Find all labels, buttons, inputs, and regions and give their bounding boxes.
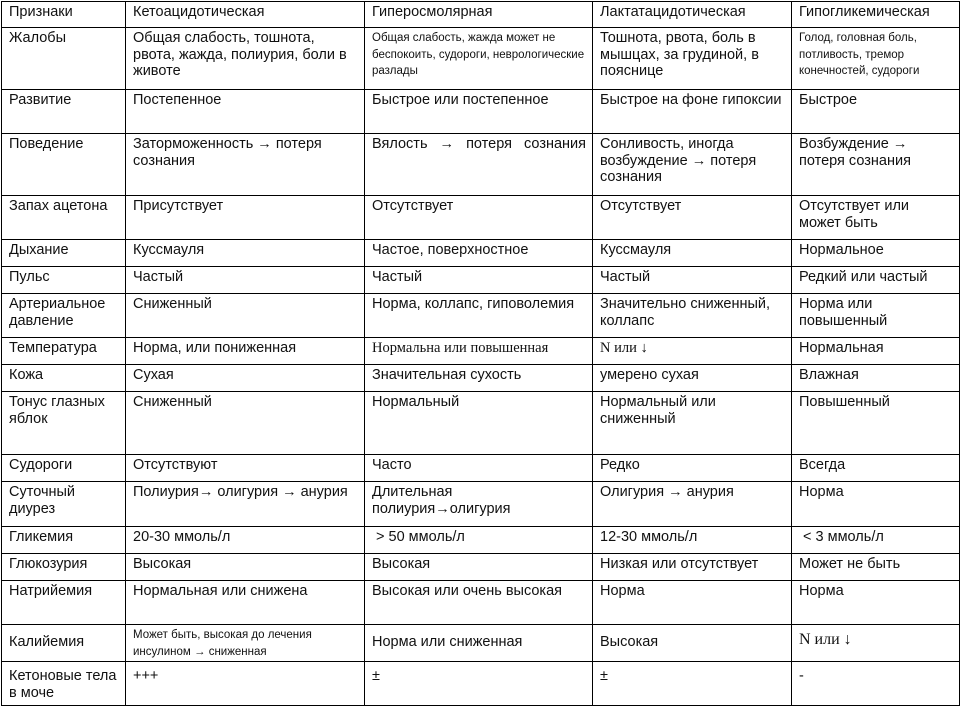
table-cell: Частый (593, 267, 792, 294)
table-row (2, 455, 960, 482)
table-cell: Нормальная (792, 338, 960, 365)
table-cell: Высокая (593, 625, 792, 662)
table-cell: Всегда (792, 455, 960, 482)
table-row (2, 554, 960, 581)
table-row (2, 134, 960, 196)
table-cell: 20-30 ммоль/л (126, 527, 365, 554)
sign-cell: Дыхание (2, 240, 126, 267)
table-row (2, 240, 960, 267)
sign-cell: Артериальное давление (2, 294, 126, 338)
table-cell: Олигурия → анурия (593, 482, 792, 527)
table-cell: Повышенный (792, 392, 960, 455)
table-cell: Отсутствуют (126, 455, 365, 482)
table-cell: Норма, или пониженная (126, 338, 365, 365)
table-cell: Нормальная или снижена (126, 581, 365, 625)
table-cell: Нормальный (365, 392, 593, 455)
table-cell: Отсутствует (365, 196, 593, 240)
table-cell: < 3 ммоль/л (792, 527, 960, 554)
sign-cell: Кетоновые тела в моче (2, 662, 126, 706)
table-cell: Часто (365, 455, 593, 482)
table-cell: - (792, 662, 960, 706)
table-cell: Редкий или частый (792, 267, 960, 294)
table-cell: Значительная сухость (365, 365, 593, 392)
table-cell: Быстрое на фоне гипоксии (593, 90, 792, 134)
table-cell: Постепенное (126, 90, 365, 134)
table-row (2, 90, 960, 134)
table-cell: Длительная полиурия→олигурия (365, 482, 593, 527)
table-cell: Нормальна или повышенная (365, 338, 593, 365)
table-cell: Норма или повышенный (792, 294, 960, 338)
sign-cell: Калийемия (2, 625, 126, 662)
table-cell: умерено сухая (593, 365, 792, 392)
sign-cell: Жалобы (2, 28, 126, 90)
table-cell: Сниженный (126, 392, 365, 455)
table-cell: 12-30 ммоль/л (593, 527, 792, 554)
sign-cell: Пульс (2, 267, 126, 294)
table-cell: Быстрое (792, 90, 960, 134)
sign-cell: Натрийемия (2, 581, 126, 625)
table-row (2, 581, 960, 625)
table-cell: Влажная (792, 365, 960, 392)
table-cell: Частый (365, 267, 593, 294)
table-cell: Частый (126, 267, 365, 294)
table-cell: Общая слабость, жажда может не беспокоить, судороги, неврологические разлады (365, 28, 593, 90)
header-cell: Гиперосмолярная (365, 2, 593, 28)
table-cell: Сниженный (126, 294, 365, 338)
table-cell: N или ↓ (593, 338, 792, 365)
table-row (2, 365, 960, 392)
table-cell: Высокая (126, 554, 365, 581)
table-cell: Сухая (126, 365, 365, 392)
table-cell: Высокая (365, 554, 593, 581)
sign-cell: Судороги (2, 455, 126, 482)
table-cell: Вялость → потеря сознания (365, 134, 593, 196)
table-cell: Куссмауля (593, 240, 792, 267)
table-cell: Редко (593, 455, 792, 482)
table-cell: Сонливость, иногда возбуждение → потеря сознания (593, 134, 792, 196)
table-row (2, 482, 960, 527)
header-cell: Лактатацидотическая (593, 2, 792, 28)
sign-cell: Развитие (2, 90, 126, 134)
table-cell: Полиурия→ олигурия → анурия (126, 482, 365, 527)
table-cell: N или ↓ (792, 625, 960, 662)
table-cell: Высокая или очень высокая (365, 581, 593, 625)
table-cell: Отсутствует (593, 196, 792, 240)
table-row (2, 392, 960, 455)
table-cell: Общая слабость, тошнота, рвота, жажда, полиурия, боли в животе (126, 28, 365, 90)
table-cell: Заторможенность → потеря сознания (126, 134, 365, 196)
table-cell: Значительно сниженный, коллапс (593, 294, 792, 338)
sign-cell: Глюкозурия (2, 554, 126, 581)
table-cell: Может быть, высокая до лечения инсулином → сниженная (126, 625, 365, 662)
table-row (2, 662, 960, 706)
table-cell: ± (365, 662, 593, 706)
table-cell: Частое, поверхностное (365, 240, 593, 267)
table-cell: +++ (126, 662, 365, 706)
table-row (2, 338, 960, 365)
table-cell: Тошнота, рвота, боль в мышцах, за грудиной, в пояснице (593, 28, 792, 90)
table-row (2, 28, 960, 90)
table-cell: Может не быть (792, 554, 960, 581)
table-cell: Норма или сниженная (365, 625, 593, 662)
sign-cell: Кожа (2, 365, 126, 392)
table-cell: Норма (593, 581, 792, 625)
header-cell: Кетоацидотическая (126, 2, 365, 28)
header-cell: Признаки (2, 2, 126, 28)
table-cell: > 50 ммоль/л (365, 527, 593, 554)
sign-cell: Тонус глазных яблок (2, 392, 126, 455)
table-row (2, 267, 960, 294)
table-cell: Быстрое или постепенное (365, 90, 593, 134)
table-cell: Норма (792, 482, 960, 527)
table-cell: Голод, головная боль, потливость, тремор конечностей, судороги (792, 28, 960, 90)
sign-cell: Суточный диурез (2, 482, 126, 527)
table-row (2, 527, 960, 554)
comparison-table (1, 1, 960, 706)
table-cell: Отсутствует или может быть (792, 196, 960, 240)
table-cell: Норма, коллапс, гиповолемия (365, 294, 593, 338)
table-row (2, 625, 960, 662)
sign-cell: Гликемия (2, 527, 126, 554)
table-row (2, 294, 960, 338)
sign-cell: Поведение (2, 134, 126, 196)
header-row (2, 2, 960, 28)
sign-cell: Запах ацетона (2, 196, 126, 240)
table-cell: Низкая или отсутствует (593, 554, 792, 581)
table-row (2, 196, 960, 240)
table-cell: Норма (792, 581, 960, 625)
table-cell: ± (593, 662, 792, 706)
sign-cell: Температура (2, 338, 126, 365)
table-cell: Нормальный или сниженный (593, 392, 792, 455)
table-cell: Куссмауля (126, 240, 365, 267)
table-cell: Нормальное (792, 240, 960, 267)
table-cell: Присутствует (126, 196, 365, 240)
table-cell: Возбуждение → потеря сознания (792, 134, 960, 196)
header-cell: Гипогликемическая (792, 2, 960, 28)
